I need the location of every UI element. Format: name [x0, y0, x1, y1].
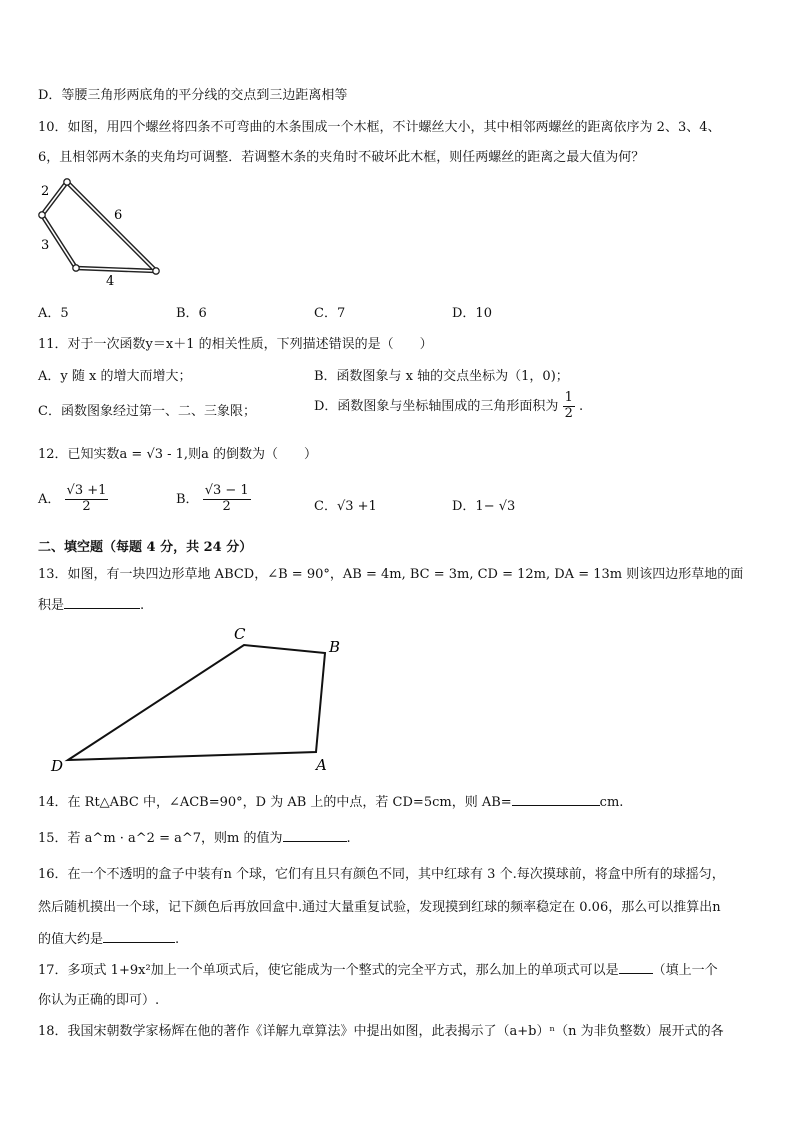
q9-option-d: D．等腰三角形两底角的平分线的交点到三边距离相等: [38, 88, 348, 103]
q10-text-line1: 10．如图，用四个螺丝将四条不可弯曲的木条围成一个木框，不计螺丝大小，其中相邻两螺丝的距离依序为 2、3、4、: [38, 120, 721, 135]
q14-text: 14．在 Rt△ABC 中，∠ACB=90°，D 为 AB 上的中点，若 CD=5cm，则 AB= cm.: [38, 795, 624, 810]
q10-label-bottom: 4: [106, 274, 115, 289]
q13-quadrilateral-figure: [46, 620, 356, 780]
q12-option-c: C．√3 +1: [314, 499, 377, 514]
q18-text: 18．我国宋朝数学家杨辉在他的著作《详解九章算法》中提出如图，此表揭示了（a+b）ⁿ（n 为非负整数）展开式的各: [38, 1024, 724, 1039]
q14-answer-blank[interactable]: [512, 793, 600, 806]
q16-answer-blank[interactable]: [103, 930, 175, 943]
q10-option-a: A．5: [38, 306, 69, 321]
q10-option-c: C．7: [314, 306, 346, 321]
q13-answer-blank[interactable]: [64, 596, 140, 609]
q12-option-b-fraction: $\frac{√3 - 1}{2}$: [204, 483, 249, 514]
q12-option-b: B． $\frac{√3 - 1}{2}$: [176, 483, 249, 514]
q17-text-line2: 你认为正确的即可）.: [38, 993, 160, 1008]
q12-option-a-fraction: $\frac{√3 +1}{2}$: [66, 483, 107, 514]
q11-option-d-fraction: $\frac{1}{2}$: [564, 390, 573, 421]
q13-label-c: C: [234, 625, 246, 643]
q13-text-line1: 13．如图，有一块四边形草地 ABCD，∠B = 90°，AB = 4m, BC = 3m, CD = 12m, DA = 13m 则该四边形草地的面: [38, 567, 744, 582]
q17-text-line1: 17．多项式 1+9x²加上一个单项式后，使它能成为一个整式的完全平方式，那么加上的单项式可以是 （填上一个: [38, 963, 718, 978]
q12-option-d: D．1− √3: [452, 499, 516, 514]
q11-option-a: A．y 随 x 的增大而增大；: [38, 369, 192, 384]
q11-option-d-text: D．函数图象与坐标轴围成的三角形面积为: [314, 398, 559, 414]
q12-text: 12．已知实数a = √3 - 1,则a 的倒数为（ ）: [38, 447, 317, 462]
q10-label-right: 6: [114, 208, 123, 223]
q13-text-line2: 积是 .: [38, 598, 145, 613]
q10-option-d: D．10: [452, 306, 492, 321]
q10-frame-figure: [36, 174, 166, 292]
q13-label-a: A: [316, 756, 327, 774]
q16-text-line3: 的值大约是 .: [38, 932, 180, 947]
q10-option-b: B．6: [176, 306, 207, 321]
section-heading-fill-blank: 二、填空题（每题 4 分，共 24 分）: [38, 540, 253, 555]
q12-option-a: A． $\frac{√3 +1}{2}$: [38, 483, 107, 514]
q13-label-b: B: [329, 638, 341, 656]
q10-label-left: 3: [41, 238, 50, 253]
q11-text: 11．对于一次函数y＝x＋1 的相关性质，下列描述错误的是（ ）: [38, 337, 433, 352]
q11-option-b: B．函数图象与 x 轴的交点坐标为（1，0)；: [314, 369, 569, 384]
q17-answer-blank[interactable]: [619, 961, 653, 974]
q16-text-line1: 16．在一个不透明的盒子中装有n 个球，它们有且只有颜色不同，其中红球有 3 个.每次摸球前，将盒中所有的球摇匀，: [38, 867, 725, 882]
q13-label-d: D: [51, 757, 64, 775]
q11-option-d: D．函数图象与坐标轴围成的三角形面积为 $\frac{1}{2}$ .: [314, 390, 584, 421]
q11-option-c: C．函数图象经过第一、二、三象限；: [38, 404, 256, 419]
q15-answer-blank[interactable]: [283, 829, 347, 842]
q10-label-top: 2: [41, 184, 50, 199]
q15-text: 15．若 a^m · a^2 = a^7，则m 的值为 .: [38, 831, 351, 846]
q16-text-line2: 然后随机摸出一个球，记下颜色后再放回盒中.通过大量重复试验，发现摸到红球的频率稳定在 0.06，那么可以推算出n: [38, 900, 721, 915]
q10-text-line2: 6，且相邻两木条的夹角均可调整．若调整木条的夹角时不破坏此木框，则任两螺丝的距离之最大值为何？: [38, 150, 645, 165]
